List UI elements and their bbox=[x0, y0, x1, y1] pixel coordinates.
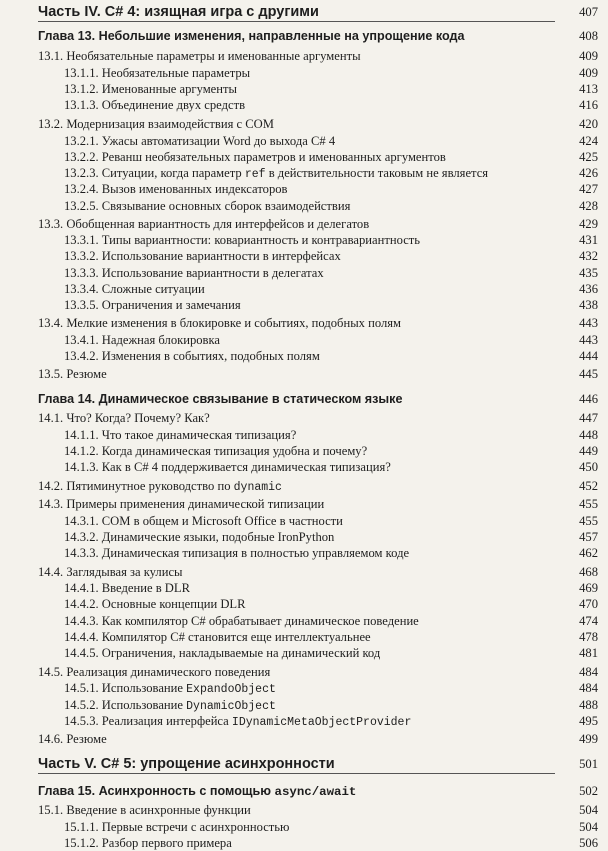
toc-row-l1 bbox=[0, 664, 608, 680]
part-divider bbox=[38, 773, 555, 774]
toc-row-l1 bbox=[0, 802, 608, 818]
toc-row-l1 bbox=[0, 731, 608, 747]
entry-title: Глава 14. Динамическое связывание в статическом языке bbox=[38, 392, 403, 406]
page-number: 444 bbox=[579, 349, 598, 363]
entry-title: 14.3.1. COM в общем и Microsoft Office в частности bbox=[64, 514, 343, 528]
toc-row-l2 bbox=[0, 545, 608, 561]
entry-title-text: 13.2.3. Ситуации, когда параметр bbox=[64, 166, 245, 180]
entry-title: 13.1.3. Объединение двух средств bbox=[64, 98, 246, 112]
entry-title: 14.4.1. Введение в DLR bbox=[64, 581, 190, 595]
page-number: 502 bbox=[579, 784, 598, 798]
toc-row-chapter bbox=[0, 783, 608, 799]
toc-row-l2 bbox=[0, 248, 608, 264]
toc-row-l1 bbox=[0, 410, 608, 426]
toc-row-l2 bbox=[0, 198, 608, 214]
toc-row-l1 bbox=[0, 496, 608, 512]
toc-row-l2 bbox=[0, 819, 608, 835]
page-number: 420 bbox=[579, 117, 598, 131]
toc-row-l2 bbox=[0, 265, 608, 281]
page-number: 449 bbox=[579, 444, 598, 458]
page-number: 431 bbox=[579, 233, 598, 247]
toc-row-l2 bbox=[0, 835, 608, 851]
page-number: 429 bbox=[579, 217, 598, 231]
toc-row-l1 bbox=[0, 478, 608, 494]
toc-row-l2 bbox=[0, 232, 608, 248]
page-number: 499 bbox=[579, 732, 598, 746]
page-number: 462 bbox=[579, 546, 598, 560]
entry-title: 14.4.4. Компилятор C# становится еще интеллектуальнее bbox=[64, 630, 371, 644]
entry-title: 14.4.2. Основные концепции DLR bbox=[64, 597, 246, 611]
entry-title: 13.1. Необязательные параметры и именованные аргументы bbox=[38, 49, 361, 63]
toc-row-l2 bbox=[0, 580, 608, 596]
entry-title: 13.3.2. Использование вариантности в интерфейсах bbox=[64, 249, 341, 263]
page-number: 481 bbox=[579, 646, 598, 660]
page-number: 432 bbox=[579, 249, 598, 263]
page-number: 438 bbox=[579, 298, 598, 312]
page-number: 478 bbox=[579, 630, 598, 644]
page-number: 452 bbox=[579, 479, 598, 493]
entry-title: 13.3.1. Типы вариантности: ковариантность и контравариантность bbox=[64, 233, 421, 247]
page-number: 484 bbox=[579, 665, 598, 679]
entry-title: 15.1.2. Разбор первого примера bbox=[64, 836, 232, 850]
page-number: 413 bbox=[579, 82, 598, 96]
page-number: 407 bbox=[579, 5, 598, 19]
entry-title: 13.4. Мелкие изменения в блокировке и событиях, подобных полям bbox=[38, 316, 402, 330]
page-number: 470 bbox=[579, 597, 598, 611]
entry-title: 14.4.5. Ограничения, накладываемые на динамический код bbox=[64, 646, 381, 660]
page-number: 469 bbox=[579, 581, 598, 595]
page-number: 446 bbox=[579, 392, 598, 406]
entry-title: 14.4. Заглядывая за кулисы bbox=[38, 565, 183, 579]
page-number: 435 bbox=[579, 266, 598, 280]
page-number: 474 bbox=[579, 614, 598, 628]
page-number: 445 bbox=[579, 367, 598, 381]
entry-title-text: 14.5.2. Использование bbox=[64, 698, 187, 712]
toc-row-part bbox=[0, 756, 608, 772]
entry-title: 13.3. Обобщенная вариантность для интерфейсов и делегатов bbox=[38, 217, 370, 231]
entry-title: 14.1.3. Как в C# 4 поддерживается динамическая типизация? bbox=[64, 460, 391, 474]
toc-row-l2 bbox=[0, 81, 608, 97]
entry-title: 13.2.5. Связывание основных сборок взаимодействия bbox=[64, 199, 351, 213]
page-number: 484 bbox=[579, 681, 598, 695]
entry-title bbox=[64, 713, 411, 731]
entry-title: 14.3.3. Динамическая типизация в полностью управляемом коде bbox=[64, 546, 410, 560]
entry-code: async/await bbox=[274, 785, 357, 799]
entry-title: 13.3.3. Использование вариантности в делегатах bbox=[64, 266, 324, 280]
entry-title: 14.5. Реализация динамического поведения bbox=[38, 665, 271, 679]
toc-row-l2 bbox=[0, 443, 608, 459]
page-number: 426 bbox=[579, 166, 598, 180]
toc-row-l2 bbox=[0, 459, 608, 475]
toc-row-l1 bbox=[0, 116, 608, 132]
toc-row-l2 bbox=[0, 165, 608, 181]
toc-row-l2 bbox=[0, 697, 608, 713]
page-number: 455 bbox=[579, 497, 598, 511]
entry-title: 14.3. Примеры применения динамической типизации bbox=[38, 497, 325, 511]
entry-title: 13.4.1. Надежная блокировка bbox=[64, 333, 221, 347]
entry-title-text: в действительности таковым не является bbox=[265, 166, 489, 180]
page-number: 501 bbox=[579, 757, 598, 771]
entry-title: 14.3.2. Динамические языки, подобные IronPython bbox=[64, 530, 335, 544]
entry-code: dynamic bbox=[233, 481, 282, 494]
entry-title: 14.1.1. Что такое динамическая типизация? bbox=[64, 428, 297, 442]
entry-title: 13.5. Резюме bbox=[38, 367, 107, 381]
entry-title-text: 14.2. Пятиминутное руководство по bbox=[38, 479, 234, 493]
toc-row-l1 bbox=[0, 216, 608, 232]
toc-row-l2 bbox=[0, 596, 608, 612]
entry-title: 13.1.1. Необязательные параметры bbox=[64, 66, 251, 80]
toc-row-l2 bbox=[0, 281, 608, 297]
page-number: 504 bbox=[579, 803, 598, 817]
toc-row-l1 bbox=[0, 315, 608, 331]
page-number: 409 bbox=[579, 49, 598, 63]
entry-title bbox=[38, 783, 356, 800]
toc-row-l2 bbox=[0, 149, 608, 165]
entry-code: ExpandoObject bbox=[186, 683, 276, 696]
entry-code: DynamicObject bbox=[186, 700, 276, 713]
toc-row-l2 bbox=[0, 680, 608, 696]
toc-row-chapter bbox=[0, 391, 608, 407]
part-divider bbox=[38, 21, 555, 22]
page-number: 450 bbox=[579, 460, 598, 474]
page-number: 443 bbox=[579, 316, 598, 330]
entry-title: 13.1.2. Именованные аргументы bbox=[64, 82, 237, 96]
page-number: 409 bbox=[579, 66, 598, 80]
toc-row-l2 bbox=[0, 513, 608, 529]
entry-title: 15.1.1. Первые встречи с асинхронностью bbox=[64, 820, 290, 834]
page-number: 408 bbox=[579, 29, 598, 43]
entry-title: Часть V. C# 5: упрощение асинхронности bbox=[38, 756, 335, 772]
page-number: 436 bbox=[579, 282, 598, 296]
entry-title-text: 14.5.1. Использование bbox=[64, 681, 187, 695]
page-number: 504 bbox=[579, 820, 598, 834]
page-number: 443 bbox=[579, 333, 598, 347]
entry-title: 14.4.3. Как компилятор C# обрабатывает динамическое поведение bbox=[64, 614, 419, 628]
page-number: 468 bbox=[579, 565, 598, 579]
toc-row-l2 bbox=[0, 297, 608, 313]
page-number: 424 bbox=[579, 134, 598, 148]
entry-title bbox=[64, 680, 276, 698]
toc-row-l2 bbox=[0, 629, 608, 645]
entry-title: 14.1. Что? Когда? Почему? Как? bbox=[38, 411, 210, 425]
entry-title: 13.2.1. Ужасы автоматизации Word до выхода C# 4 bbox=[64, 134, 336, 148]
toc-row-part bbox=[0, 4, 608, 20]
entry-title: 14.6. Резюме bbox=[38, 732, 107, 746]
toc-row-l2 bbox=[0, 713, 608, 729]
toc-row-l2 bbox=[0, 181, 608, 197]
entry-title: Глава 13. Небольшие изменения, направленные на упрощение кода bbox=[38, 29, 465, 43]
toc-row-l2 bbox=[0, 348, 608, 364]
toc-row-l2 bbox=[0, 427, 608, 443]
entry-code: IDynamicMetaObjectProvider bbox=[231, 716, 412, 729]
entry-title: 13.2.2. Реванш необязательных параметров и именованных аргументов bbox=[64, 150, 446, 164]
page-number: 457 bbox=[579, 530, 598, 544]
entry-title: 13.2. Модернизация взаимодействия с COM bbox=[38, 117, 274, 131]
toc-row-l2 bbox=[0, 133, 608, 149]
toc-row-l1 bbox=[0, 564, 608, 580]
toc-row-l2 bbox=[0, 645, 608, 661]
toc-row-l2 bbox=[0, 613, 608, 629]
entry-title: 15.1. Введение в асинхронные функции bbox=[38, 803, 251, 817]
toc-row-l1 bbox=[0, 48, 608, 64]
entry-title-text: 14.5.3. Реализация интерфейса bbox=[64, 714, 232, 728]
page-number: 448 bbox=[579, 428, 598, 442]
entry-title: 13.4.2. Изменения в событиях, подобных полям bbox=[64, 349, 320, 363]
page-number: 447 bbox=[579, 411, 598, 425]
toc-row-chapter bbox=[0, 28, 608, 44]
entry-title: Часть IV. C# 4: изящная игра с другими bbox=[38, 4, 319, 20]
entry-title-text: Глава 15. Асинхронность с помощью bbox=[38, 784, 275, 798]
toc-row-l1 bbox=[0, 366, 608, 382]
entry-title: 14.1.2. Когда динамическая типизация удобна и почему? bbox=[64, 444, 368, 458]
page-number: 425 bbox=[579, 150, 598, 164]
entry-title: 13.2.4. Вызов именованных индексаторов bbox=[64, 182, 288, 196]
page-number: 495 bbox=[579, 714, 598, 728]
page-number: 488 bbox=[579, 698, 598, 712]
page-number: 506 bbox=[579, 836, 598, 850]
entry-title: 13.3.5. Ограничения и замечания bbox=[64, 298, 241, 312]
entry-title bbox=[38, 478, 282, 496]
toc-row-l2 bbox=[0, 65, 608, 81]
page-number: 428 bbox=[579, 199, 598, 213]
page-number: 416 bbox=[579, 98, 598, 112]
toc-row-l2 bbox=[0, 529, 608, 545]
entry-code: ref bbox=[244, 168, 266, 181]
page-number: 427 bbox=[579, 182, 598, 196]
entry-title: 13.3.4. Сложные ситуации bbox=[64, 282, 205, 296]
toc-row-l2 bbox=[0, 97, 608, 113]
toc-row-l2 bbox=[0, 332, 608, 348]
page-number: 455 bbox=[579, 514, 598, 528]
